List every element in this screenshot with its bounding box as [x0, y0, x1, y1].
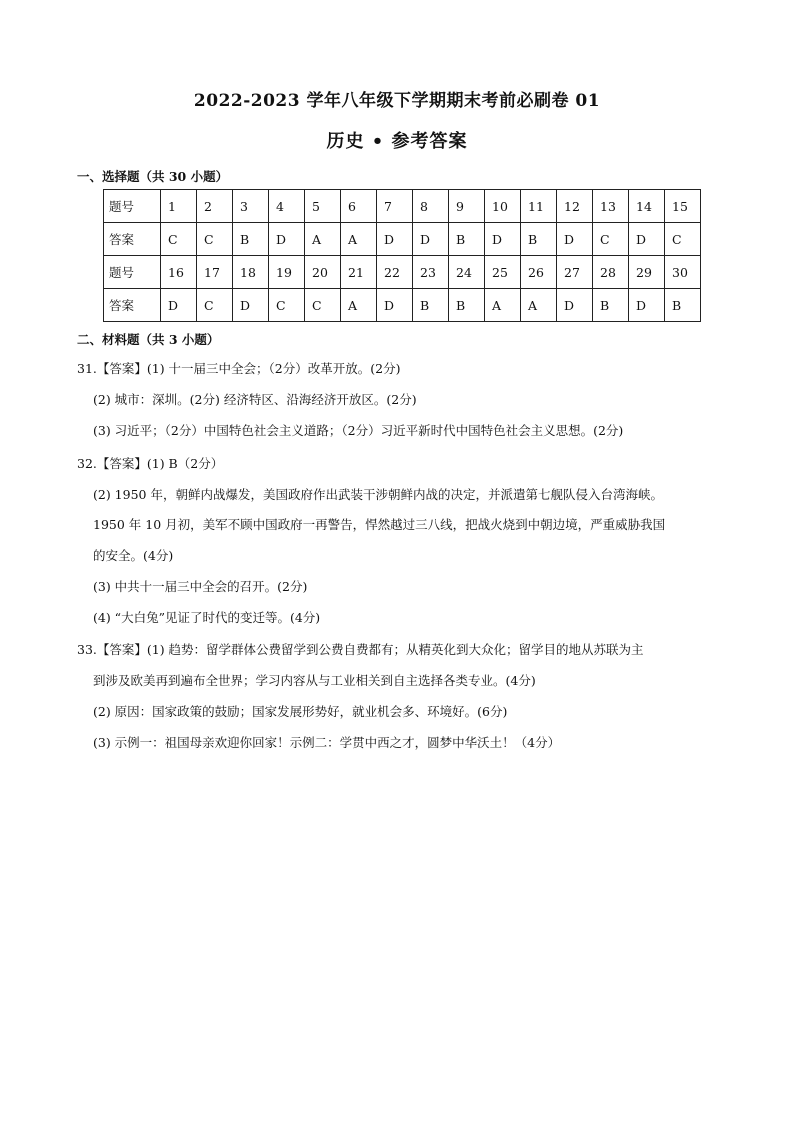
answer-cell: C [593, 223, 629, 256]
question-number: 24 [449, 256, 485, 289]
page-subtitle: 历史 • 参考答案 [326, 131, 468, 152]
q31-line-2: (2) 城市：深圳。(2分) 经济特区、沿海经济开放区。(2分) [93, 392, 417, 407]
table-row-answers-1 [104, 223, 701, 256]
table-row-answers-2 [104, 289, 701, 322]
row-label-answer: 答案 [104, 223, 161, 256]
answer-table [103, 189, 701, 322]
question-number: 8 [413, 190, 449, 223]
q32-line-1: 32.【答案】(1) B（2分） [77, 456, 224, 471]
q32-line-5: (3) 中共十一届三中全会的召开。(2分) [93, 579, 308, 594]
answer-cell: C [197, 223, 233, 256]
question-number: 7 [377, 190, 413, 223]
answer-cell: C [269, 289, 305, 322]
table-row-numbers-2 [104, 256, 701, 289]
answer-cell: D [377, 223, 413, 256]
question-number: 12 [557, 190, 593, 223]
q31-line-3: (3) 习近平；（2分）中国特色社会主义道路；（2分）习近平新时代中国特色社会主义思想。(2分) [93, 423, 624, 438]
q33-line-3: (2) 原因：国家政策的鼓励；国家发展形势好，就业机会多、环境好。(6分) [93, 704, 508, 719]
question-number: 25 [485, 256, 521, 289]
answer-cell: B [449, 223, 485, 256]
answer-cell: B [233, 223, 269, 256]
section-heading-choice: 一、选择题（共 30 小题） [77, 169, 229, 184]
answer-cell: C [161, 223, 197, 256]
q32-line-2: (2) 1950 年，朝鲜内战爆发，美国政府作出武装干涉朝鲜内战的决定，并派遣第七舰队侵入台湾海峡。 [93, 487, 663, 502]
q32-line-4: 的安全。(4分) [93, 548, 174, 563]
question-number: 2 [197, 190, 233, 223]
answer-cell: D [629, 289, 665, 322]
question-number: 1 [161, 190, 197, 223]
question-number: 16 [161, 256, 197, 289]
answer-cell: D [413, 223, 449, 256]
question-number: 18 [233, 256, 269, 289]
answer-cell: A [485, 289, 521, 322]
answer-cell: B [449, 289, 485, 322]
question-number: 11 [521, 190, 557, 223]
question-number: 5 [305, 190, 341, 223]
q32-line-6: (4) “大白兔”见证了时代的变迁等。(4分) [93, 610, 321, 625]
table-row-numbers-1 [104, 190, 701, 223]
question-number: 21 [341, 256, 377, 289]
answer-cell: C [305, 289, 341, 322]
answer-cell: B [521, 223, 557, 256]
q32-line-3: 1950 年 10 月初，美军不顾中国政府一再警告，悍然越过三八线，把战火烧到中朝边境，严重威胁我国 [93, 517, 666, 532]
answer-cell: D [233, 289, 269, 322]
question-number: 28 [593, 256, 629, 289]
question-number: 6 [341, 190, 377, 223]
question-number: 30 [665, 256, 701, 289]
question-number: 4 [269, 190, 305, 223]
q33-line-1: 33.【答案】(1) 趋势：留学群体公费留学到公费自费都有；从精英化到大众化；留学目的地从苏联为主 [77, 642, 644, 657]
answer-cell: B [665, 289, 701, 322]
row-label-number: 题号 [104, 256, 161, 289]
question-number: 9 [449, 190, 485, 223]
answer-cell: C [197, 289, 233, 322]
question-number: 10 [485, 190, 521, 223]
question-number: 13 [593, 190, 629, 223]
row-label-number: 题号 [104, 190, 161, 223]
answer-cell: B [413, 289, 449, 322]
answer-cell: D [269, 223, 305, 256]
question-number: 15 [665, 190, 701, 223]
question-number: 14 [629, 190, 665, 223]
question-number: 22 [377, 256, 413, 289]
question-number: 20 [305, 256, 341, 289]
answer-cell: D [629, 223, 665, 256]
question-number: 3 [233, 190, 269, 223]
answer-cell: C [665, 223, 701, 256]
question-number: 26 [521, 256, 557, 289]
answer-cell: D [485, 223, 521, 256]
question-number: 29 [629, 256, 665, 289]
answer-cell: D [161, 289, 197, 322]
q33-line-4: (3) 示例一：祖国母亲欢迎你回家！示例二：学贯中西之才，圆梦中华沃土！（4分） [93, 735, 561, 750]
answer-cell: D [557, 223, 593, 256]
answer-cell: A [305, 223, 341, 256]
question-number: 23 [413, 256, 449, 289]
q33-line-2: 到涉及欧美再到遍布全世界；学习内容从与工业相关到自主选择各类专业。(4分) [93, 673, 536, 688]
page-title: 2022-2023 学年八年级下学期期末考前必刷卷 01 [193, 91, 601, 111]
answer-cell: D [557, 289, 593, 322]
question-number: 17 [197, 256, 233, 289]
answer-cell: D [377, 289, 413, 322]
answer-cell: A [341, 289, 377, 322]
question-number: 27 [557, 256, 593, 289]
section-heading-material: 二、材料题（共 3 小题） [77, 332, 220, 347]
answer-cell: B [593, 289, 629, 322]
q31-line-1: 31.【答案】(1) 十一届三中全会；（2分）改革开放。(2分) [77, 361, 401, 376]
answer-cell: A [341, 223, 377, 256]
answer-cell: A [521, 289, 557, 322]
row-label-answer: 答案 [104, 289, 161, 322]
question-number: 19 [269, 256, 305, 289]
